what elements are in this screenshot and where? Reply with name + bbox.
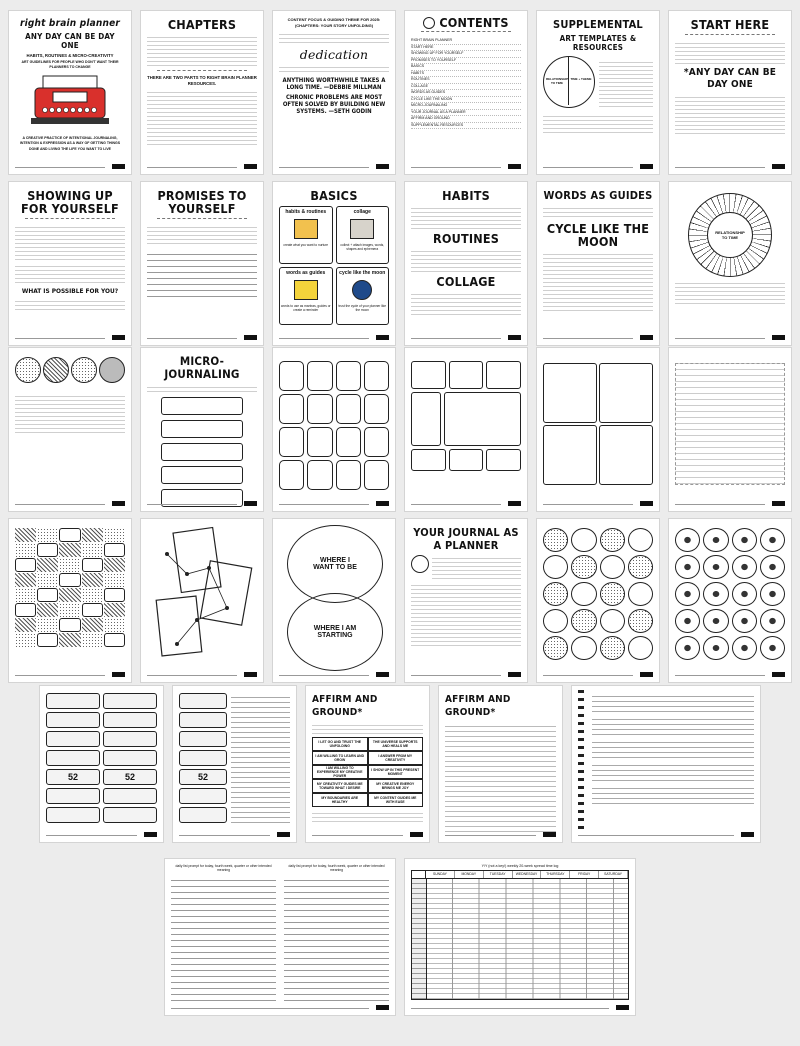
label-circle[interactable] (571, 609, 596, 633)
journal-planner-title: YOUR JOURNAL AS A PLANNER (413, 526, 519, 552)
label-circle[interactable] (543, 528, 568, 552)
page-footer (147, 164, 257, 169)
journal-planner-intro (432, 555, 521, 579)
page-footer (445, 832, 556, 837)
venn-top-circle[interactable] (287, 525, 383, 603)
cover-subtitle: HABITS, ROUTINES & MICRO-CREATIVITY (26, 53, 114, 58)
collage-mosaic (15, 528, 125, 647)
page-daily-list[interactable] (164, 858, 396, 1016)
page-footer (15, 335, 125, 340)
label-circle[interactable] (600, 636, 625, 660)
page-habit-tracker[interactable] (571, 685, 761, 843)
basics-title: BASICS (310, 188, 358, 203)
divider (157, 218, 247, 221)
venn-top-label: WHERE I WANT TO BE (313, 557, 357, 571)
row-5 (0, 685, 800, 843)
template-dash-lines[interactable] (675, 363, 785, 485)
time-log-day-row (412, 871, 628, 879)
typewriter-icon (15, 72, 125, 130)
page-circle-labels-1[interactable] (536, 518, 660, 683)
page-footer (279, 335, 389, 340)
start-title: START HERE (690, 17, 770, 32)
page-affirm-1[interactable] (305, 685, 430, 843)
supplemental-title: SUPPLEMENTAL (553, 18, 643, 31)
collage-title: COLLAGE (436, 274, 496, 289)
page-footer (543, 335, 653, 340)
micro-boxes (147, 397, 257, 507)
cycle-text (543, 251, 653, 311)
toc-item-label: COLLAGE (411, 83, 428, 88)
divider (421, 31, 511, 34)
words-title: WORDS AS GUIDES (543, 189, 653, 202)
template-cell[interactable] (449, 449, 484, 471)
chapters-text (147, 34, 257, 68)
template-cell[interactable] (364, 361, 389, 391)
template-cell[interactable] (307, 460, 332, 490)
dedication-text (279, 64, 389, 74)
routines-title: ROUTINES (433, 231, 499, 246)
heart-circle[interactable] (732, 636, 757, 660)
start-callout: *ANY DAY CAN BE DAY ONE (683, 67, 777, 90)
page-supplemental[interactable] (536, 10, 660, 175)
divider (157, 70, 247, 73)
collage-icon (350, 219, 374, 239)
circle-label-grid (675, 528, 785, 660)
page-footer (179, 832, 290, 837)
moon-phase-icon (15, 357, 41, 383)
label-circle[interactable] (600, 582, 625, 606)
heart-circle[interactable] (703, 609, 728, 633)
template-cell[interactable] (364, 460, 389, 490)
template-cell[interactable] (307, 361, 332, 391)
page-footer (15, 164, 125, 169)
page-micro-journaling[interactable] (140, 347, 264, 512)
week-number-right: 52 (124, 772, 135, 782)
label-circle[interactable] (571, 636, 596, 660)
label-circle[interactable] (543, 609, 568, 633)
template-cell[interactable] (449, 361, 484, 389)
tracker-block[interactable] (592, 761, 754, 783)
template-grid (279, 361, 389, 490)
template-cell[interactable] (411, 449, 446, 471)
page-cover[interactable] (8, 10, 132, 175)
journal-planner-body (411, 582, 521, 646)
affirm-cell: MY BOUNDARIES ARE HEALTHY (312, 793, 368, 807)
time-wheel (543, 56, 595, 108)
card-collage-caption: collect + attach images, words, shapes and ephemera (340, 243, 385, 251)
toc-item[interactable] (411, 123, 521, 130)
heart-circle[interactable] (675, 555, 700, 579)
supplemental-subtitle: ART TEMPLATES & RESOURCES (559, 34, 637, 52)
venn-bottom-circle[interactable] (287, 593, 383, 671)
dedication-heading: CONTENT FOCUS & GUIDING THEME FOR 2025: (CHAPTERS: YOUR STORY UNFOLDING) (287, 17, 381, 28)
page-footer (675, 335, 785, 340)
chapters-title: CHAPTERS (167, 17, 237, 32)
card-cycle-caption: trust the cycle of your planner like the moon (338, 304, 386, 312)
toc-item-label: HABITS (411, 70, 424, 75)
divider (685, 34, 775, 37)
toc-item-label: BASICS (411, 64, 425, 68)
page-footer (312, 832, 423, 837)
cover-subline: ART GUIDELINES FOR PEOPLE WHO DON'T WANT THEIR PLANNERS TO CHANGE (21, 59, 119, 69)
label-circle[interactable] (543, 555, 568, 579)
journal-box[interactable] (161, 443, 243, 461)
habits-text (411, 205, 521, 229)
contents-title: CONTENTS (439, 15, 509, 30)
template-cell[interactable] (279, 394, 304, 424)
dedication-title: dedication (299, 47, 369, 62)
template-cell[interactable] (307, 427, 332, 457)
tracker-block[interactable] (592, 738, 754, 760)
page-dedication[interactable] (272, 10, 396, 175)
template-cell[interactable] (444, 392, 521, 446)
label-circle[interactable] (571, 555, 596, 579)
row-3 (0, 347, 800, 512)
cover-blurb: A CREATIVE PRACTICE OF INTENTIONAL JOURNALING, INTENTION & EXPRESSION AS A WAY OF GETTING THINGS DONE AND LIVING THE LIFE YOU WANT TO LIVE (19, 135, 121, 151)
page-footer (675, 501, 785, 506)
page-circle-labels-2[interactable] (668, 518, 792, 683)
page-affirm-2[interactable] (438, 685, 563, 843)
daily-list-left[interactable] (171, 875, 276, 1003)
heart-circle[interactable] (703, 528, 728, 552)
time-log-day-header: MONDAY (455, 871, 484, 878)
showing-up-callout: WHAT IS POSSIBLE FOR YOU? (21, 287, 119, 295)
row-1 (0, 10, 800, 175)
notebook-icon (411, 555, 429, 573)
dedication-intro (279, 31, 389, 45)
label-circle[interactable] (600, 609, 625, 633)
page-footer (543, 164, 653, 169)
heart-circle[interactable] (703, 636, 728, 660)
template-cell[interactable] (486, 361, 521, 389)
spiral-binding (578, 690, 584, 834)
habits-title: HABITS (442, 188, 490, 203)
template-cell[interactable] (336, 394, 361, 424)
tracker-block[interactable] (592, 715, 754, 737)
divider (25, 218, 115, 221)
showing-up-body (15, 263, 125, 285)
page-footer (411, 672, 521, 677)
page-moon-circles[interactable] (8, 347, 132, 512)
toc-item-label: ROUTINES (411, 77, 430, 81)
words-text (543, 205, 653, 219)
heart-circle[interactable] (732, 555, 757, 579)
page-footer (543, 501, 653, 506)
cover-tagline: ANY DAY CAN BE DAY ONE (25, 32, 115, 50)
card-words-label: words as guides (286, 270, 326, 276)
template-cell[interactable] (364, 394, 389, 424)
heart-circle[interactable] (675, 636, 700, 660)
page-template-dashes[interactable] (668, 347, 792, 512)
venn-bottom-label: WHERE I AM STARTING (313, 625, 357, 639)
showing-up-title: SHOWING UP FOR YOURSELF (21, 188, 119, 216)
chapters-body (147, 89, 257, 145)
template-cell[interactable] (336, 460, 361, 490)
affirm-grid (312, 737, 423, 807)
page-words-guides[interactable] (536, 181, 660, 346)
page-basics[interactable] (272, 181, 396, 346)
time-log-day-header: FRIDAY (570, 871, 599, 878)
template-cell[interactable] (279, 361, 304, 391)
page-footer (411, 164, 521, 169)
page-moon-wheel[interactable] (668, 181, 792, 346)
label-circle[interactable] (543, 582, 568, 606)
moon-wheel-center: RELATIONSHIP TO TIME (715, 230, 745, 240)
time-log-header: Y/Y (not a key!) weekly 20-week spread time log (481, 864, 559, 868)
journal-box[interactable] (161, 397, 243, 415)
heart-circle[interactable] (760, 555, 785, 579)
supplemental-text (599, 59, 653, 107)
page-template-rect[interactable] (536, 347, 660, 512)
lightbulb-icon (423, 17, 435, 29)
card-habits-label: habits & routines (285, 209, 327, 215)
template-cell[interactable] (411, 361, 446, 389)
time-log-day-header: SATURDAY (599, 871, 628, 878)
week-sticker-grid (46, 693, 157, 823)
heart-circle[interactable] (760, 609, 785, 633)
page-footer (411, 1005, 629, 1010)
daily-list-header-right: daily list prompt for today, fourth week, quarter or other intended meaning (288, 864, 385, 872)
template-cell[interactable] (411, 392, 441, 446)
page-footer (147, 501, 257, 506)
heart-circle[interactable] (732, 528, 757, 552)
label-circle[interactable] (628, 636, 653, 660)
heart-circle[interactable] (732, 609, 757, 633)
page-contents[interactable] (404, 10, 528, 175)
moon-circle-row (15, 357, 125, 383)
affirm-cell: I ANSWER FROM MY CREATIVITY (368, 751, 424, 765)
page-footer (543, 672, 653, 677)
page-footer (279, 672, 389, 677)
label-circle[interactable] (628, 609, 653, 633)
label-circle[interactable] (628, 582, 653, 606)
toc-item-label: YOUR JOURNAL AS A PLANNER (411, 109, 466, 114)
week-sticker-column (179, 693, 227, 823)
dedication-quote-2: CHRONIC PROBLEMS ARE MOST OFTEN SOLVED BY BUILDING NEW SYSTEMS. —SETH GODIN (282, 94, 386, 115)
page-venn[interactable] (272, 518, 396, 683)
affirm-intro (312, 722, 423, 736)
affirm-cell: I SHOW UP IN THIS PRESENT MOMENT (368, 765, 424, 779)
toc-item-label: SHOWING UP FOR YOURSELF (411, 51, 464, 55)
time-log-corner (412, 871, 426, 878)
promises-text (147, 224, 257, 246)
card-habits-caption: create what you want to nurture (283, 243, 329, 247)
routines-text (411, 248, 521, 272)
page-journal-planner[interactable] (404, 518, 528, 683)
micro-title: MICRO-JOURNALING (164, 354, 240, 381)
toc-list (411, 38, 521, 129)
basics-cards (279, 206, 389, 325)
heart-circle[interactable] (703, 555, 728, 579)
affirm-cell: I AM WILLING TO EXPERIENCE MY CREATIVE POWER (312, 765, 368, 779)
showing-up-outro (15, 298, 125, 310)
time-log-day-header: TUESDAY (484, 871, 513, 878)
constellation-illustration (147, 524, 257, 664)
time-log-grid[interactable] (412, 879, 628, 999)
daily-list-right[interactable] (284, 875, 389, 1003)
template-cell[interactable] (364, 427, 389, 457)
page-footer (578, 832, 754, 837)
tracker-block[interactable] (592, 784, 754, 806)
card-words[interactable] (279, 267, 333, 325)
page-start-here[interactable] (668, 10, 792, 175)
heart-circle[interactable] (732, 582, 757, 606)
moon-circles-text (15, 393, 125, 433)
page-footer (147, 672, 257, 677)
toc-item-label: RIGHT BRAIN PLANNER (411, 38, 453, 42)
label-circle[interactable] (600, 528, 625, 552)
toc-item-label: MICRO-JOURNALING (411, 103, 448, 107)
toc-item-label: START HERE (411, 44, 434, 49)
moon-wheel-text (675, 280, 785, 306)
affirm-outro (312, 810, 423, 822)
time-log-table (411, 870, 629, 1000)
template-cell[interactable] (279, 427, 304, 457)
tracker-block[interactable] (592, 692, 754, 714)
page-footer (15, 501, 125, 506)
time-log-day-header: WEDNESDAY (513, 871, 542, 878)
words-icon (294, 280, 318, 300)
moon-icon (352, 280, 372, 300)
page-footer (675, 164, 785, 169)
daily-list-header-left: daily list prompt for today, fourth week, quarter or other intended meaning (175, 864, 272, 872)
collage-text (411, 291, 521, 315)
chapters-heading: THERE ARE TWO PARTS TO RIGHT BRAIN PLANNER RESOURCES. (147, 75, 257, 86)
heart-circle[interactable] (675, 582, 700, 606)
template-frame-top (411, 361, 521, 389)
label-circle[interactable] (628, 555, 653, 579)
moon-phase-wheel (688, 193, 772, 277)
affirm-2-title: AFFIRM AND GROUND* (445, 694, 511, 718)
page-time-log[interactable] (404, 858, 636, 1016)
template-cell[interactable] (543, 363, 597, 423)
week-number: 52 (197, 772, 208, 782)
label-circle[interactable] (600, 555, 625, 579)
page-template-frame[interactable] (404, 347, 528, 512)
week-number-left: 52 (67, 772, 78, 782)
toc-item-label: SUPPLEMENTAL RESOURCES (411, 122, 464, 127)
supplemental-links (543, 113, 653, 135)
dedication-quote-1: ANYTHING WORTHWHILE TAKES A LONG TIME. —DEBBIE MILLMAN (282, 77, 386, 91)
page-template-squares[interactable] (272, 347, 396, 512)
affirm-cell: I AM WILLING TO LEARN AND GROW (312, 751, 368, 765)
micro-text (147, 384, 257, 394)
template-rect-grid (543, 363, 653, 485)
page-footer (279, 501, 389, 506)
cover-title: right brain planner (19, 18, 121, 29)
toc-item-label: AFFIRM AND GROUND (411, 116, 450, 120)
circle-label-grid (543, 528, 653, 660)
heart-circle[interactable] (675, 528, 700, 552)
showing-up-text (15, 224, 125, 260)
affirm-cell: I LET GO AND TRUST THE UNFOLDING (312, 737, 368, 751)
moon-phase-icon (71, 357, 97, 383)
label-circle[interactable] (628, 528, 653, 552)
affirm-title: AFFIRM AND GROUND* (312, 694, 378, 718)
page-footer (411, 335, 521, 340)
page-constellation[interactable] (140, 518, 264, 683)
template-cell[interactable] (599, 425, 653, 485)
start-body (675, 94, 785, 134)
time-wheel-left-label: RELATIONSHIP TO TIME (546, 77, 569, 85)
planner-icon (294, 219, 318, 239)
page-week-stickers-list[interactable] (172, 685, 297, 843)
template-cell[interactable] (336, 427, 361, 457)
page-footer (171, 1005, 389, 1010)
label-circle[interactable] (543, 636, 568, 660)
journal-box[interactable] (161, 466, 243, 484)
card-cycle-label: cycle like the moon (339, 270, 386, 276)
affirm-cell: THE UNIVERSE SUPPORTS AND HEALS ME (368, 737, 424, 751)
row-2 (0, 181, 800, 346)
page-footer (15, 672, 125, 677)
heart-circle[interactable] (760, 528, 785, 552)
moon-phase-icon (43, 357, 69, 383)
promises-fill-lines[interactable] (147, 249, 257, 299)
page-collage-grid[interactable] (8, 518, 132, 683)
time-log-day-header: THURSDAY (541, 871, 570, 878)
time-log-day-header: SUNDAY (426, 871, 455, 878)
affirm-2-list (445, 722, 556, 834)
page-promises[interactable] (140, 181, 264, 346)
template-cell[interactable] (279, 460, 304, 490)
page-week-stickers[interactable] (39, 685, 164, 843)
heart-circle[interactable] (760, 636, 785, 660)
heart-circle[interactable] (760, 582, 785, 606)
page-chapters[interactable] (140, 10, 264, 175)
toc-item-label: PROMISES TO YOURSELF (411, 57, 457, 62)
toc-item-label: WORDS AS GUIDES (411, 90, 446, 94)
template-cell[interactable] (336, 361, 361, 391)
page-footer (411, 501, 521, 506)
journal-box[interactable] (161, 420, 243, 438)
heart-circle[interactable] (675, 609, 700, 633)
page-showing-up[interactable] (8, 181, 132, 346)
heart-circle[interactable] (703, 582, 728, 606)
template-cell[interactable] (307, 394, 332, 424)
page-habits[interactable] (404, 181, 528, 346)
affirm-cell: MY CREATIVITY GUIDES ME TOWARD WHAT I DESIRE (312, 779, 368, 793)
cycle-title: CYCLE LIKE THE MOON (546, 221, 650, 249)
week-list-lines[interactable] (231, 693, 290, 823)
page-footer (675, 672, 785, 677)
toc-item-label: CYCLE LIKE THE MOON (411, 96, 453, 101)
page-footer (46, 832, 157, 837)
time-wheel-right-label: TIME + THEME (570, 77, 592, 81)
template-cell[interactable] (486, 449, 521, 471)
template-frame-bottom (411, 449, 521, 471)
card-habits[interactable] (279, 206, 333, 264)
affirm-cell: MY CREATIVE ENERGY BRINGS ME JOY (368, 779, 424, 793)
moon-phase-icon (99, 357, 125, 383)
card-words-caption: words to use as mantras, guides or create a reminder (280, 304, 331, 312)
page-footer (279, 164, 389, 169)
promises-title: PROMISES TO YOURSELF (157, 188, 247, 216)
row-6 (0, 858, 800, 1016)
page-footer (147, 335, 257, 340)
start-text (675, 40, 785, 64)
template-cell[interactable] (599, 363, 653, 423)
label-circle[interactable] (571, 528, 596, 552)
card-collage[interactable] (336, 206, 390, 264)
card-cycle[interactable] (336, 267, 390, 325)
affirm-cell: MY CONTENT GUIDES ME WITH EASE (368, 793, 424, 807)
row-4 (0, 518, 800, 683)
label-circle[interactable] (571, 582, 596, 606)
template-cell[interactable] (543, 425, 597, 485)
card-collage-label: collage (353, 209, 371, 215)
